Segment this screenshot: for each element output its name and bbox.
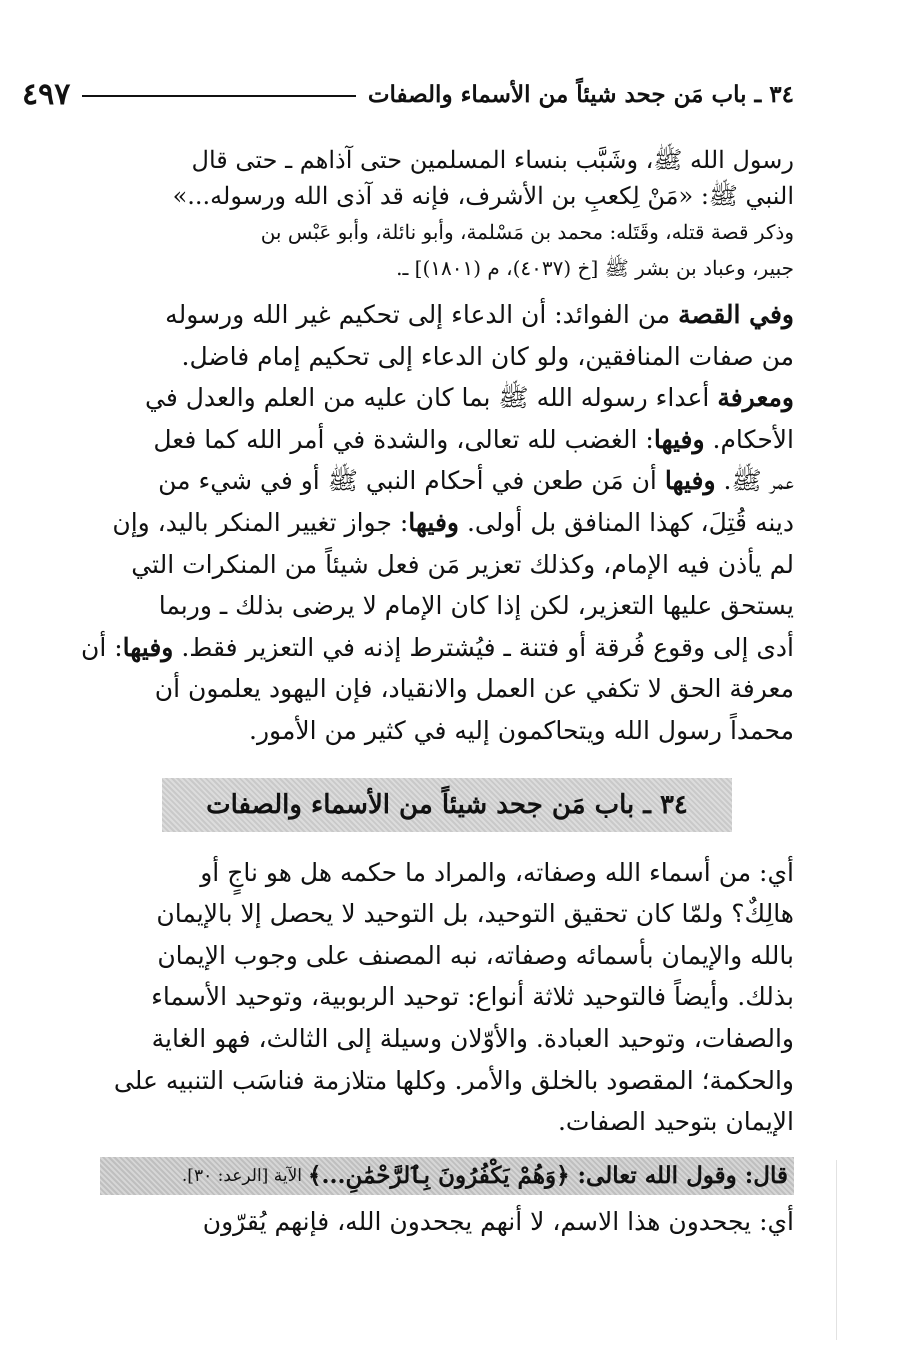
text-line: النبي ﷺ: «مَنْ لِكعبِ بن الأشرف، فإنه قد آذى الله ورسوله...» xyxy=(172,182,794,210)
quote-reference: الآية [الرعد: ٣٠]. xyxy=(181,1165,302,1186)
paragraph-benefits xyxy=(80,294,794,752)
text-line: جبير، وعباد بن بشر ﷺ [خ (٤٠٣٧)، م (١٨٠١)] ـ. xyxy=(396,256,794,280)
keyword: ومعرفة xyxy=(717,383,794,413)
text-run: : أن xyxy=(80,632,123,662)
keyword: وفيها xyxy=(664,466,716,496)
text-line xyxy=(100,460,794,502)
text-line: الإيمان بتوحيد الصفات. xyxy=(557,1107,794,1137)
text-run: أعداء رسوله الله ﷺ بما كان عليه من العلم والعدل في xyxy=(145,383,718,413)
text-line: أي: يجحدون هذا الاسم، لا أنهم يجحدون الله، فإنهم يُقرّون xyxy=(202,1206,794,1236)
text-line: معرفة الحق لا تكفي عن العمل والانقياد، فإن اليهود يعلمون أن xyxy=(154,674,794,704)
text-line xyxy=(100,419,794,461)
text-line: والصفات، وتوحيد العبادة. والأوّلان وسيلة إلى الثالث، فهو الغاية xyxy=(151,1023,794,1053)
text-line: والحكمة؛ المقصود بالخلق والأمر. وكلها متلازمة فناسَب التنبيه على xyxy=(113,1065,794,1095)
quran-quote-bar xyxy=(100,1157,794,1195)
text-run: عمر ﷺ. xyxy=(715,466,794,496)
keyword: وفيها xyxy=(122,632,174,662)
text-line: محمداً رسول الله ويتحاكمون إليه في كثير من الأمور. xyxy=(249,715,794,745)
text-line: من صفات المنافقين، ولو كان الدعاء إلى تحكيم إمام فاضل. xyxy=(181,341,794,371)
page-number: ٤٩٧ xyxy=(22,76,71,112)
header-rule xyxy=(82,95,355,97)
text-line: يستحق عليها التعزير، لكن إذا كان الإمام لا يرضى بذلك ـ وربما xyxy=(158,591,794,621)
text-line: هالِكٌ؟ ولمّا كان تحقيق التوحيد، بل التوحيد لا يحصل إلا بالإيمان xyxy=(156,899,794,929)
text-run: أدى إلى وقوع فُرقة أو فتنة ـ فيُشترط إذنه في التعزير فقط. xyxy=(173,632,794,662)
paragraph-story xyxy=(100,142,794,286)
chapter-heading-banner xyxy=(162,778,732,832)
text-line: بذلك. وأيضاً فالتوحيد ثلاثة أنواع: توحيد الربوبية، وتوحيد الأسماء xyxy=(151,982,794,1012)
page-header xyxy=(22,74,794,114)
text-run: أن مَن طعن في أحكام النبي ﷺ أو في شيء من xyxy=(158,466,665,496)
text-run: من الفوائد: أن الدعاء إلى تحكيم غير الله ورسوله xyxy=(165,300,679,329)
paragraph-commentary xyxy=(100,1201,794,1243)
text-line xyxy=(100,294,794,336)
text-run: الأحكام. xyxy=(704,424,794,454)
text-line xyxy=(80,627,794,669)
text-line: بالله والإيمان بأسمائه وصفاته، نبه المصنف على وجوب الإيمان xyxy=(157,940,794,970)
text-line: رسول الله ﷺ، وشَبَّب بنساء المسلمين حتى آذاهم ـ حتى قال xyxy=(191,146,794,174)
text-line xyxy=(100,377,794,419)
chapter-heading: ٣٤ ـ باب مَن جحد شيئاً من الأسماء والصفات xyxy=(206,789,688,820)
text-line: وذكر قصة قتله، وقَتَله: محمد بن مَسْلمة، وأبو نائلة، وأبو عَبْس بن xyxy=(260,220,794,244)
keyword: وفي القصة xyxy=(678,300,794,329)
keyword: وفيها xyxy=(408,507,459,537)
text-line: لم يأذن فيه الإمام، وكذلك تعزير مَن فعل شيئاً من المنكرات التي xyxy=(131,549,794,579)
text-line xyxy=(100,502,794,544)
keyword: وفيها xyxy=(653,424,705,454)
text-run: : جواز تغيير المنكر باليد، وإن xyxy=(112,507,409,537)
paragraph-explanation xyxy=(100,852,794,1143)
text-run: : الغضب لله تعالى، والشدة في أمر الله كما فعل xyxy=(153,424,654,454)
text-run: دينه قُتِلَ، كهذا المنافق بل أولى. xyxy=(459,507,794,537)
running-title: ٣٤ ـ باب مَن جحد شيئاً من الأسماء والصفات xyxy=(367,80,794,108)
page-body xyxy=(80,142,794,1242)
scan-edge-shadow xyxy=(836,1160,837,1340)
quote-text: قال: وقول الله تعالى: ﴿وَهُمْ يَكْفُرُونَ بِٱلرَّحْمَٰنِ...﴾ xyxy=(307,1162,788,1190)
text-line: أي: من أسماء الله وصفاته، والمراد ما حكمه هل هو ناجٍ أو xyxy=(200,857,794,887)
